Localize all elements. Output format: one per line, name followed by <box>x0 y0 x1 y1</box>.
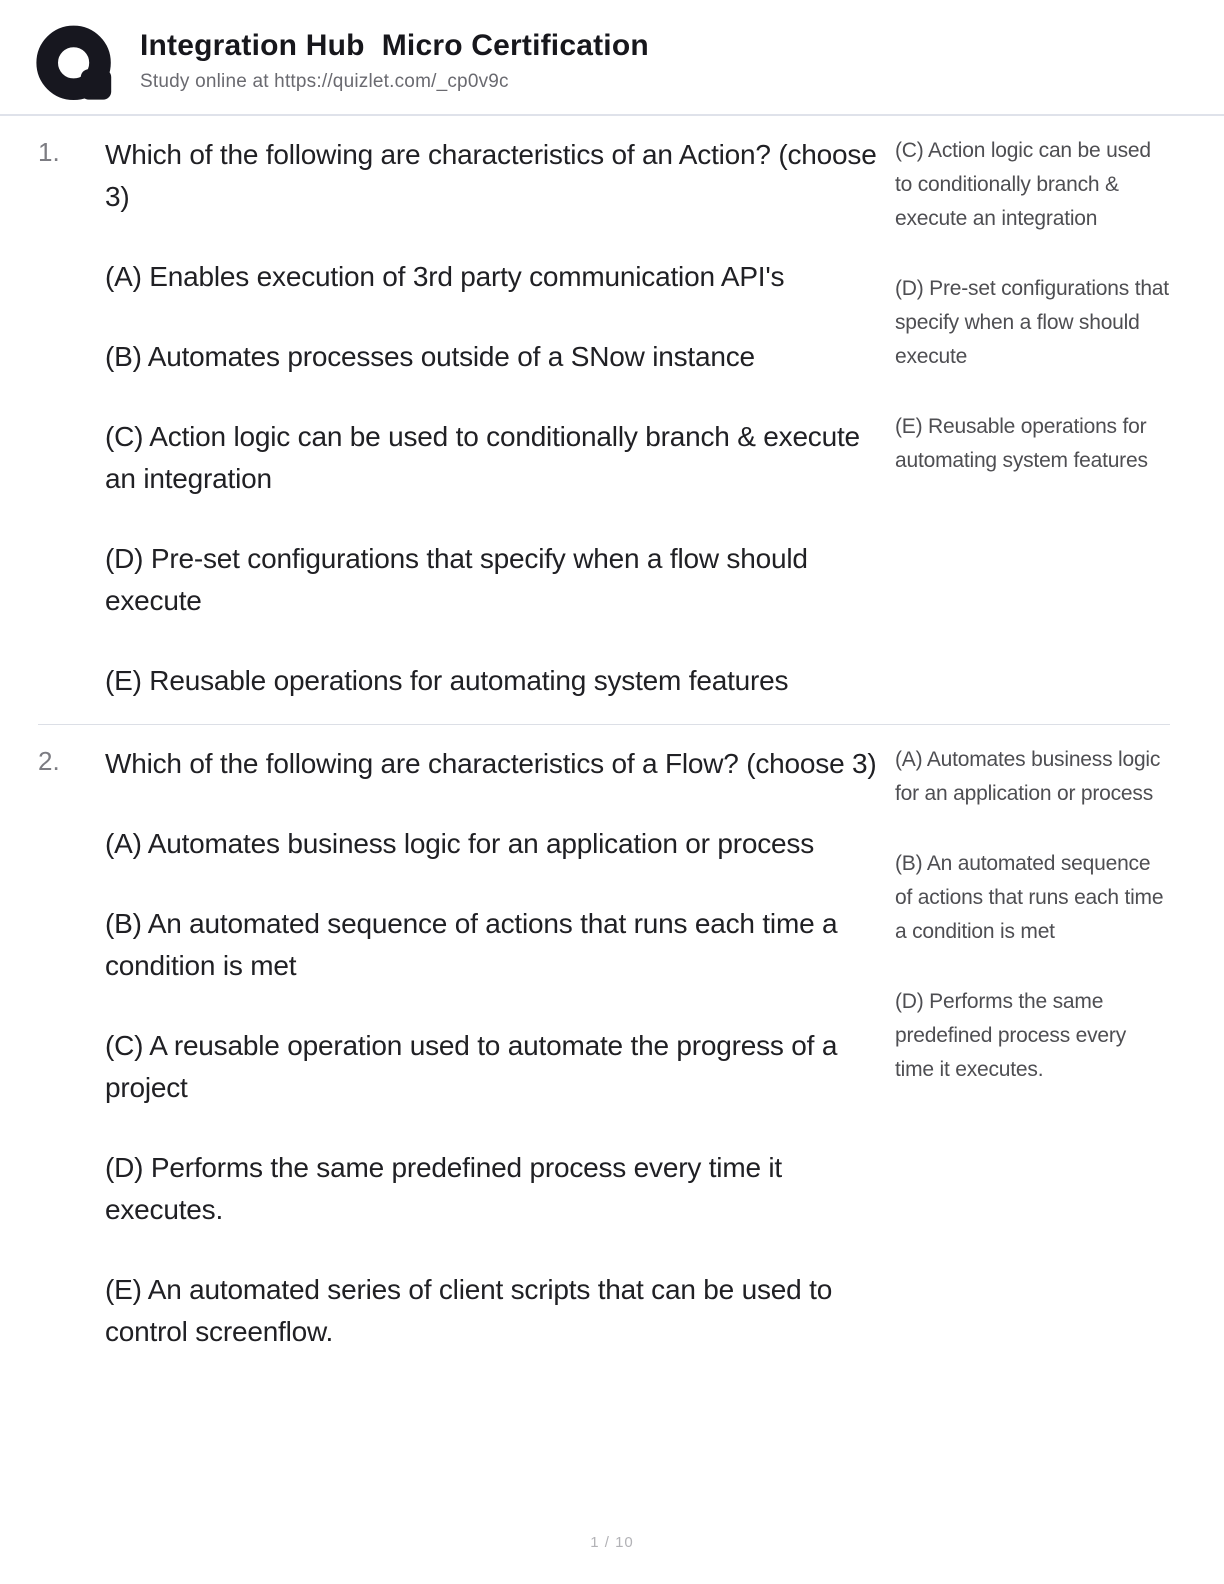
question-1-option-e: (E) Reusable operations for automating system features <box>105 665 789 696</box>
question-2-option-b: (B) An automated sequence of actions that runs each time a condition is met <box>105 908 838 981</box>
question-1-answer-c: (C) Action logic can be used to conditionally branch & execute an integration <box>895 139 1151 230</box>
question-1-answer-column <box>895 134 1170 702</box>
document-header <box>0 0 1224 116</box>
question-2-option-a: (A) Automates business logic for an application or process <box>105 828 814 859</box>
question-2-option-d: (D) Performs the same predefined process every time it executes. <box>105 1152 783 1225</box>
question-2-text: Which of the following are characteristics of a Flow? (choose 3) <box>105 748 877 779</box>
question-1-number: 1. <box>38 137 60 167</box>
question-1-answer-d: (D) Pre-set configurations that specify when a flow should execute <box>895 277 1169 368</box>
question-1-option-a: (A) Enables execution of 3rd party communication API's <box>105 261 785 292</box>
question-1-body <box>105 134 885 702</box>
question-1-option-c: (C) Action logic can be used to conditionally branch & execute an integration <box>105 421 860 494</box>
page-indicator: 1 / 10 <box>590 1534 634 1551</box>
question-1-option-d: (D) Pre-set configurations that specify when a flow should execute <box>105 543 808 616</box>
question-2-answer-d: (D) Performs the same predefined process every time it executes. <box>895 990 1126 1081</box>
questions-list <box>38 116 1170 1375</box>
question-2-answer-column <box>895 743 1170 1353</box>
question-2-option-e: (E) An automated series of client scripts that can be used to control screenflow. <box>105 1274 833 1347</box>
question-1-text: Which of the following are characteristics of an Action? (choose 3) <box>105 139 877 212</box>
question-1-option-b: (B) Automates processes outside of a SNow instance <box>105 341 755 372</box>
header-title-block <box>140 22 649 93</box>
question-2-answer-b: (B) An automated sequence of actions that runs each time a condition is met <box>895 852 1164 943</box>
question-2-body <box>105 743 885 1353</box>
question-2-answer-a: (A) Automates business logic for an application or process <box>895 748 1161 805</box>
document-title: Integration Hub Micro Certification <box>140 29 649 62</box>
question-2-number: 2. <box>38 746 60 776</box>
question-1-answer-e: (E) Reusable operations for automating system features <box>895 415 1148 472</box>
question-2-option-c: (C) A reusable operation used to automate the progress of a project <box>105 1030 838 1103</box>
quizlet-q-logo-icon <box>36 22 116 110</box>
study-online-url: Study online at https://quizlet.com/_cp0v9c <box>140 71 509 92</box>
question-1 <box>38 116 1170 725</box>
question-2 <box>38 725 1170 1375</box>
